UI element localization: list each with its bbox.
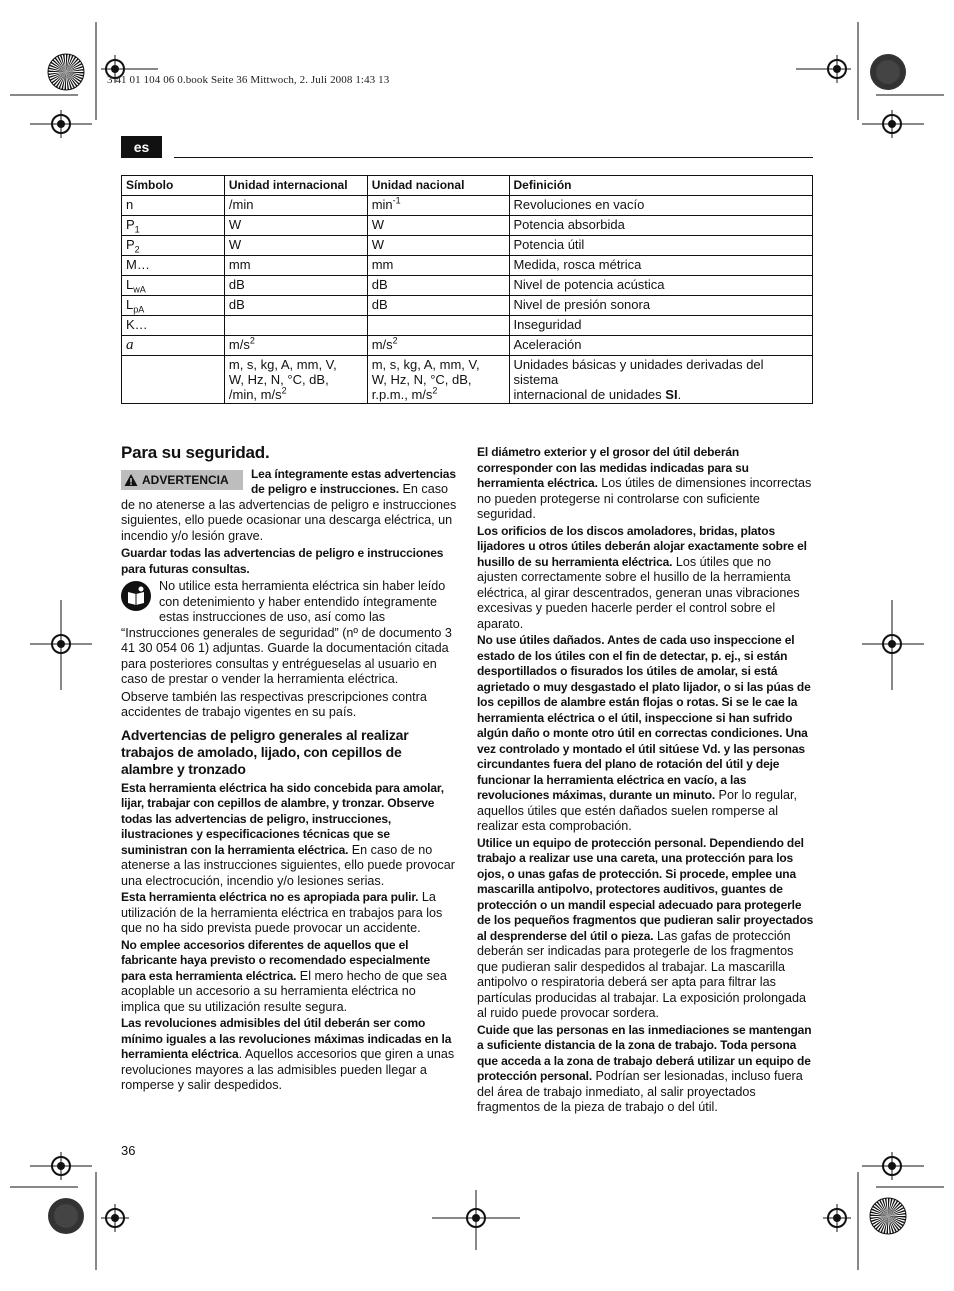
cell-definition-text: Aceleración (513, 337, 582, 352)
bold-text: Las revoluciones admisibles del útil deberán ser como mínimo iguales a las revoluciones máximas indicadas en la herramienta eléctrica (121, 1016, 452, 1061)
cell-national-unit-text: dB (371, 297, 388, 312)
paragraph-damaged-tools (477, 633, 814, 835)
cell-definition-text: Medida, rosca métrica (513, 257, 642, 272)
cell-intl-unit-text: dB (228, 297, 245, 312)
cell-symbol (122, 316, 225, 336)
warning-triangle-icon (124, 473, 138, 487)
superscript: 2 (281, 385, 287, 396)
cell-symbol-text: n (126, 197, 134, 212)
cell-intl-unit (224, 276, 367, 296)
cell-definition (509, 216, 813, 236)
cell-definition (509, 336, 813, 356)
cell-national-unit (367, 276, 509, 296)
table-row (122, 256, 813, 276)
cell-definition-text: Nivel de presión sonora (513, 297, 651, 312)
cell-intl-unit-text: /min (228, 197, 254, 212)
cell-symbol-text: K… (126, 317, 148, 332)
cell-national-unit-text: W (371, 237, 384, 252)
units-table (121, 175, 813, 404)
body-text: . Aquellos accesorios que giren a unas revoluciones mayores a las admisibles pueden llegar a romperse y salir despedidos. (121, 1047, 455, 1092)
cell-definition (509, 276, 813, 296)
cell-intl-unit-text: W (228, 217, 242, 232)
paragraph-bystanders (477, 1023, 814, 1116)
cell-national-unit (367, 256, 509, 276)
read-manual-text: No utilice esta herramienta eléctrica sin haber leído con detenimiento y haber entendido íntegramente estas instrucciones de uso, así como las “Instrucciones generales de seguridad” (nº de documento 3 41 30 054 06 1) adjuntas. Guarde la documentación citada para posteriores consultas y entrégueselas al usuario en caso de prestar o vender la herramienta eléctrica. (121, 579, 452, 686)
language-badge: es (121, 136, 162, 158)
warning-text: En caso de no atenerse a las advertencias de peligro e instrucciones siguientes, ello puede ocasionar una descarga eléctrica, un incendio y/o lesión grave. (121, 482, 457, 543)
cell-symbol-text: L (126, 277, 134, 292)
warning-label: ADVERTENCIA (142, 472, 229, 487)
superscript: 2 (432, 385, 438, 396)
cell-national-unit (367, 356, 509, 404)
observe-text: Observe también las respectivas prescripciones contra accidentes de trabajo vigentes en su país. (121, 689, 427, 719)
cell-intl-unit (224, 256, 367, 276)
body-text: Podrían ser lesionadas, incluso fuera del área de trabajo inmediato, al salir proyectados fragmentos de la pieza de trabajo o del útil. (477, 1069, 803, 1114)
cell-definition-text: Potencia útil (513, 237, 585, 252)
superscript: 2 (249, 335, 255, 346)
cell-national-unit-text: W (371, 217, 384, 232)
cell-symbol (122, 276, 225, 296)
header-intl-unit: Unidad internacional (224, 176, 367, 196)
cell-intl-unit (224, 296, 367, 316)
cell-definition-text: Nivel de potencia acústica (513, 277, 665, 292)
table-row (122, 356, 813, 404)
cell-intl-unit-text: W (228, 237, 242, 252)
superscript: -1 (392, 195, 401, 206)
cell-symbol (122, 216, 225, 236)
cell-symbol (122, 336, 225, 356)
cell-national-unit-text: m/s (371, 337, 393, 352)
cell-line: W, Hz, N, °C, dB, (228, 372, 329, 387)
bold-text: No emplee accesorios diferentes de aquellos que el fabricante haya previsto o recomendado especialmente para esta herramienta eléctrica. (121, 937, 430, 983)
header-symbol: Símbolo (122, 176, 225, 196)
cell-line: m, s, kg, A, mm, V, (228, 357, 337, 372)
cell-national-unit-text: min (371, 197, 393, 212)
cell-intl-unit (224, 356, 367, 404)
cell-symbol-text: a (126, 337, 134, 353)
cell-national-unit (367, 236, 509, 256)
cell-national-unit (367, 296, 509, 316)
cell-intl-unit (224, 316, 367, 336)
cell-line: W, Hz, N, °C, dB, (371, 372, 472, 387)
cell-line: Unidades básicas y unidades derivadas del sistema (513, 357, 764, 387)
header-national-unit: Unidad nacional (367, 176, 509, 196)
bold-text: Los orificios de los discos amoladores, bridas, platos lijadores u otros útiles deberán alojar exactamente sobre el husillo de su herramienta eléctrica. (477, 523, 807, 569)
bold-text: Utilice un equipo de protección personal. Dependiendo del trabajo a realizar use una careta, una protección para los ojos, o unas gafas de protección. Si procede, emplee una mascarilla antipolvo, protectores auditivos, guantes de protección o un mandil especial adecuado para protegerle de los pequeños fragmentos que pudieran salir proyectados al desprenderse del útil o pieza. (477, 835, 814, 943)
body-text: El mero hecho de que sea acoplable un accesorio a su herramienta eléctrica no implica que su utilización resulte segura. (121, 968, 447, 1014)
keep-instructions-text: Guardar todas las advertencias de peligro e instrucciones para futuras consultas. (121, 546, 444, 576)
cell-national-unit-text: dB (371, 277, 388, 292)
cell-line: internacional de unidades (513, 387, 666, 402)
page-number: 36 (121, 1143, 136, 1158)
paragraph-diameter (477, 445, 814, 523)
paragraph-arbor-holes (477, 524, 814, 633)
cell-symbol (122, 356, 225, 404)
cell-line: r.p.m., m/s (371, 387, 433, 402)
table-row (122, 216, 813, 236)
body-text: Los útiles que no ajusten correctamente sobre el husillo de la herramienta eléctrica, al girar descentrados, generan unas vibraciones excesivas y pueden hacerle perder el control sobre el aparato. (477, 554, 800, 631)
cell-definition-text: Potencia absorbida (513, 217, 625, 232)
left-column (121, 445, 457, 1095)
cell-intl-unit (224, 196, 367, 216)
cell-symbol-text: M… (126, 257, 150, 272)
paragraph-no-polish (121, 890, 457, 937)
cell-symbol (122, 296, 225, 316)
body-text: En caso de no atenerse a las instrucciones siguientes, ello puede provocar una electrocución, incendio y/o lesiones serias. (121, 842, 455, 888)
right-column (477, 445, 814, 1117)
paragraph-accessories (121, 938, 457, 1016)
warning-badge (121, 470, 243, 490)
bold-text: El diámetro exterior y el grosor del útil deberán corresponder con las medidas indicadas para su herramienta eléctrica. (477, 445, 749, 490)
body-text: Los útiles de dimensiones incorrectas no pueden protegerse ni controlarse con suficiente seguridad. (477, 476, 812, 521)
table-row (122, 236, 813, 256)
cell-symbol-text: L (126, 297, 134, 312)
read-manual-paragraph (121, 579, 457, 688)
warning-bold-text: Lea íntegramente estas advertencias de peligro e instrucciones. (251, 466, 456, 496)
cell-intl-unit (224, 216, 367, 236)
bold-text: No use útiles dañados. Antes de cada uso inspeccione el estado de los útiles con el fin de detectar, p. ej., si están desportillados o fisurados los útiles de amolar, si está agrietado o muy desgastado el plato lijador, o si las púas de los cepillos de alambre están flojas o rotas. Si se le cae la herramienta eléctrica o el útil, inspeccione si han sufrido algún daño o monte otro útil en correctas condiciones. Una vez controlado y montado el útil sitúese Vd. y las personas circundantes fuera del plano de rotación del útil y deje funcionar la herramienta eléctrica en vacío, a las revoluciones máximas, durante un minuto. (477, 633, 811, 802)
cell-national-unit (367, 216, 509, 236)
cell-line: m, s, kg, A, mm, V, (371, 357, 480, 372)
cell-definition (509, 316, 813, 336)
cell-line: /min, m/s (228, 387, 282, 402)
cell-national-unit (367, 196, 509, 216)
section-title: Para su seguridad. (121, 443, 270, 462)
registration-gray-dot-icon (47, 1197, 85, 1235)
paragraph-intended-use (121, 781, 457, 890)
cell-symbol (122, 196, 225, 216)
cell-intl-unit-text: dB (228, 277, 245, 292)
cell-definition-text: Revoluciones en vacío (513, 197, 645, 212)
table-row (122, 276, 813, 296)
book-header-line: 3 41 01 104 06 0.book Seite 36 Mittwoch, 2. Juli 2008 1:43 13 (107, 74, 390, 86)
cell-intl-unit-text: mm (228, 257, 251, 272)
cell-symbol-text: P (126, 237, 135, 252)
cell-definition (509, 296, 813, 316)
cell-symbol-text: P (126, 217, 135, 232)
cell-national-unit (367, 336, 509, 356)
cell-definition (509, 196, 813, 216)
cell-intl-unit (224, 336, 367, 356)
cell-definition (509, 236, 813, 256)
registration-gray-dot-icon (869, 53, 907, 91)
registration-starburst-icon (47, 53, 85, 91)
paragraph-protective-equipment (477, 836, 814, 1022)
cell-intl-unit (224, 236, 367, 256)
paragraph-speed (121, 1016, 457, 1094)
subsection-title: Advertencias de peligro generales al realizar trabajos de amolado, lijado, con cepillos de alambre y tronzado (121, 726, 409, 777)
table-row (122, 196, 813, 216)
subscript: wA (133, 284, 146, 295)
body-text: La utilización de la herramienta eléctrica en trabajos para los que no ha sido prevista puede provocar un accidente. (121, 890, 443, 935)
cell-definition (509, 256, 813, 276)
header-rule (174, 157, 813, 158)
cell-symbol (122, 256, 225, 276)
cell-national-unit (367, 316, 509, 336)
table-row (122, 316, 813, 336)
subscript: 1 (134, 224, 140, 235)
read-manual-icon (121, 581, 151, 611)
table-row (122, 296, 813, 316)
bold-text: SI (665, 387, 678, 402)
table-header-row (122, 176, 813, 196)
cell-definition-text: Inseguridad (513, 317, 582, 332)
cell-definition (509, 356, 813, 404)
cell-symbol (122, 236, 225, 256)
superscript: 2 (392, 335, 398, 346)
bold-text: Esta herramienta eléctrica ha sido concebida para amolar, lijar, trabajar con cepillos de alambre, y tronzar. Observe todas las advertencias de peligro, instrucciones, ilustraciones y especificaciones técnicas que se suministran con la herramienta eléctrica. (121, 780, 444, 857)
body-text: Las gafas de protección deberán ser indicadas para protegerle de los fragmentos que pudieran salir despedidos al trabajar. La mascarilla antipolvo o respiratoria deberá ser apta para filtrar las partículas producidas al trabajar. La exposición prolongada al ruido puede provocar sordera. (477, 928, 807, 1020)
subscript: pA (133, 304, 145, 315)
subscript: 2 (134, 244, 140, 255)
cell-intl-unit-text: m/s (228, 337, 250, 352)
body-text: Por lo regular, aquellos útiles que estén dañados suelen romperse al realizar esta comprobación. (477, 788, 797, 833)
bold-text: Esta herramienta eléctrica no es apropiada para pulir. (121, 890, 419, 904)
cell-line: . (677, 387, 682, 402)
bold-text: Cuide que las personas en las inmediaciones se mantengan a suficiente distancia de la zona de trabajo. Toda persona que acceda a la zona de trabajo deberá utilizar un equipo de protección personal. (477, 1022, 812, 1083)
cell-national-unit-text: mm (371, 257, 394, 272)
registration-starburst-icon (869, 1197, 907, 1235)
warning-paragraph (121, 467, 457, 545)
table-row (122, 336, 813, 356)
header-definition: Definición (509, 176, 813, 196)
